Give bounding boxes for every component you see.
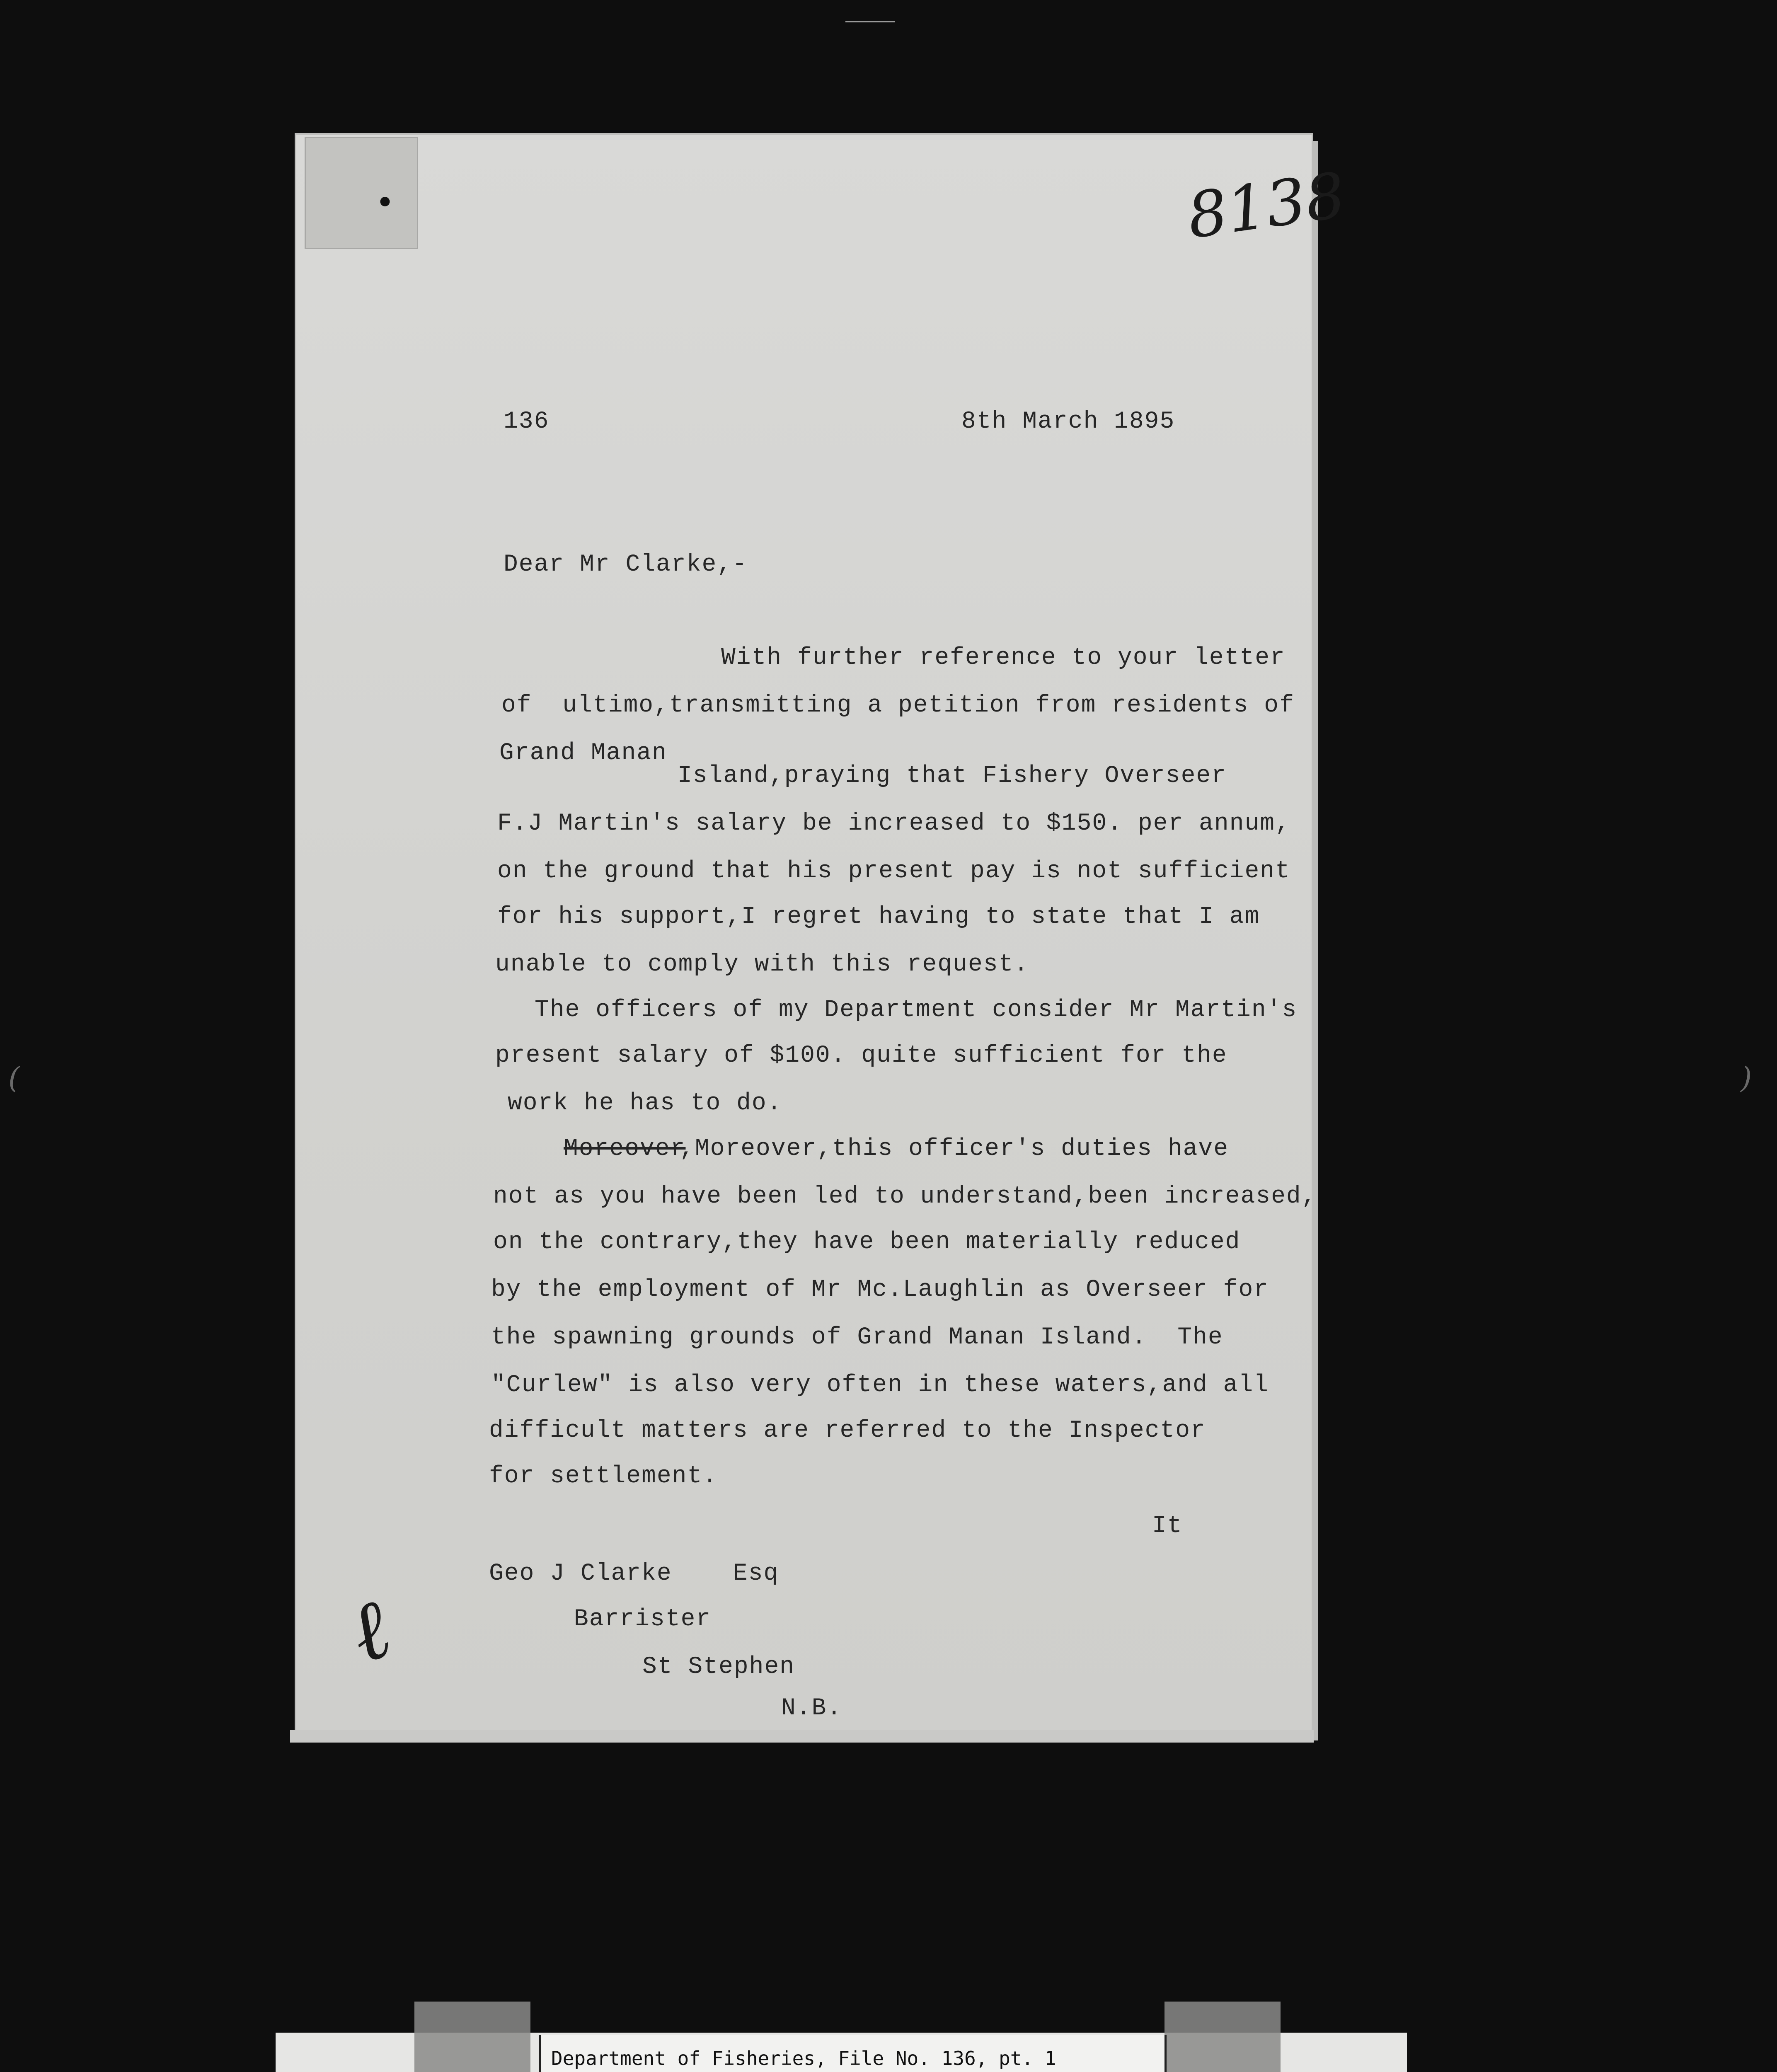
body-line: F.J Martin's salary be increased to $150. per annum, [497, 810, 1290, 837]
handwritten-page-number: 8138 [1183, 159, 1350, 253]
body-line: on the ground that his present pay is not sufficient [497, 858, 1290, 885]
salutation: Dear Mr Clarke,- [504, 551, 748, 578]
catchword: It [1152, 1513, 1183, 1539]
tape-piece [414, 2002, 530, 2072]
file-reference: Department of Fisheries, File No. 136, pt. 1 [551, 2047, 1056, 2070]
address-line: N.B. [781, 1695, 843, 1722]
body-line: not as you have been led to understand,been increased, [493, 1183, 1317, 1210]
letter-sheet [296, 135, 1312, 1738]
body-line: unable to comply with this request. [495, 951, 1029, 978]
body-line: ,Moreover,this officer's duties have [680, 1135, 1229, 1162]
address-line: Barrister [574, 1606, 712, 1633]
struck-word: Moreover [564, 1135, 686, 1162]
body-line: the spawning grounds of Grand Manan Island. The [491, 1324, 1223, 1351]
binding-mark: • [379, 183, 391, 220]
sheet-bottom-edge [290, 1730, 1314, 1743]
body-line: on the contrary,they have been materially reduced [493, 1229, 1241, 1256]
body-line: of ultimo,transmitting a petition from residents of [501, 692, 1295, 719]
body-line: The officers of my Department consider Mr Martin's [535, 997, 1298, 1024]
file-number: 136 [504, 408, 550, 435]
body-line: for his support,I regret having to state that I am [497, 903, 1260, 930]
binding-tab [305, 137, 418, 249]
body-line: difficult matters are referred to the Inspector [489, 1417, 1206, 1444]
film-scratch [845, 21, 895, 22]
body-line: by the employment of Mr Mc.Laughlin as Overseer for [491, 1276, 1269, 1303]
margin-mark-right: ) [1741, 1061, 1752, 1095]
body-line: for settlement. [489, 1463, 718, 1490]
handwritten-scrawl: ℓ [337, 1580, 402, 1683]
tape-piece [1164, 2002, 1281, 2072]
letter-date: 8th March 1895 [961, 408, 1175, 435]
body-line: Island,praying that Fishery Overseer [678, 762, 1227, 789]
address-line: St Stephen [642, 1653, 795, 1680]
body-line: present salary of $100. quite sufficient for the [495, 1042, 1227, 1069]
margin-mark-left: ( [8, 1061, 20, 1095]
body-line: Grand Manan [499, 740, 667, 767]
body-line: With further reference to your letter [721, 644, 1286, 671]
address-line: Geo J Clarke Esq [489, 1560, 779, 1587]
body-line: "Curlew" is also very often in these waters,and all [491, 1372, 1269, 1399]
body-line: work he has to do. [508, 1090, 782, 1117]
